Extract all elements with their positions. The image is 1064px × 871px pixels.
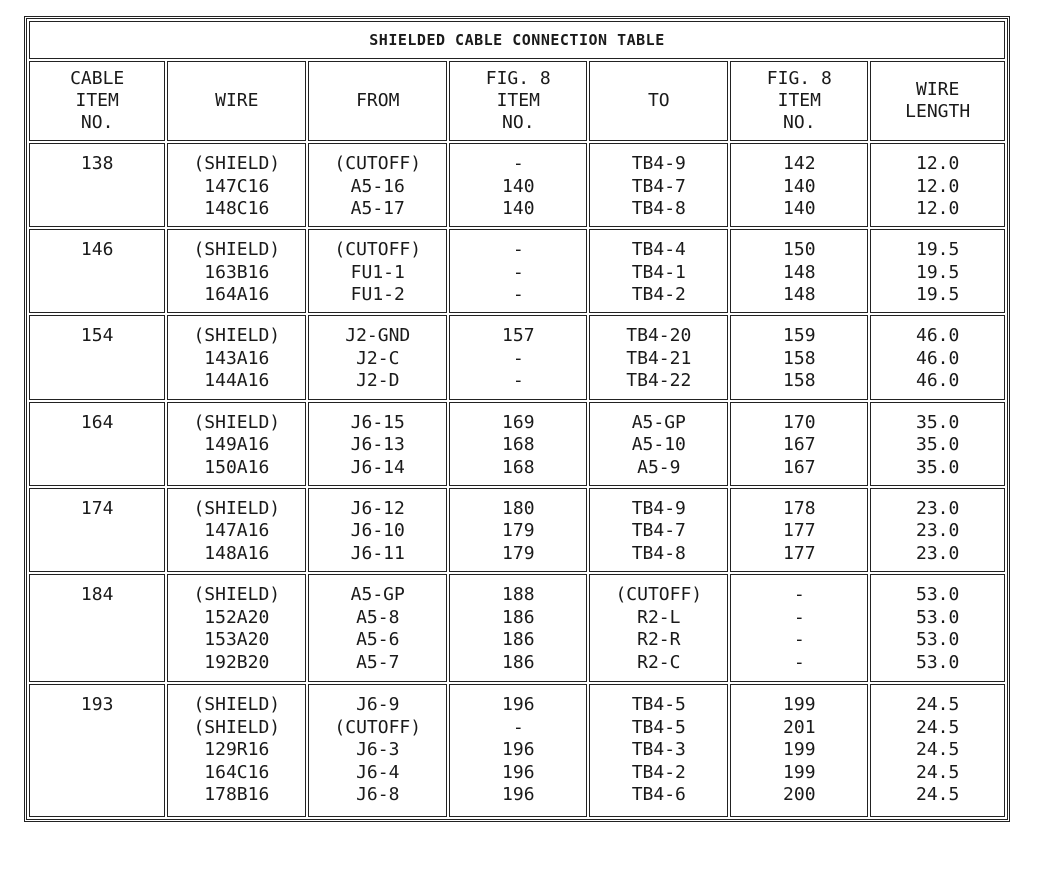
wire-length-value: 23.0 (915, 520, 960, 542)
cell-wire-length (870, 315, 1005, 399)
wire-value: 144A16 (204, 370, 270, 392)
cell-to (589, 574, 728, 682)
from-value: J6-14 (350, 456, 405, 478)
wire-value: (SHIELD) (193, 153, 281, 174)
table-row (29, 402, 1005, 486)
cell-from-fig-item-no (449, 402, 587, 486)
to-fig-item-no-value: 167 (783, 434, 816, 456)
wire-length-value: 53.0 (915, 651, 960, 673)
wire-value: (SHIELD) (193, 497, 281, 519)
header-from: FROM (308, 61, 447, 141)
cell-from (308, 684, 447, 817)
wire-value: 149A16 (204, 434, 270, 456)
from-fig-item-no-value: 140 (502, 175, 535, 197)
wire-value: 163B16 (204, 261, 270, 283)
cell-cable-item-no (29, 402, 165, 486)
from-value: (CUTOFF) (334, 239, 422, 261)
cell-to-fig-item-no (730, 574, 868, 682)
table-row (29, 684, 1005, 817)
cell-wire-length (870, 574, 1005, 682)
from-value: J6-11 (350, 542, 405, 564)
to-fig-item-no-value: 199 (783, 761, 816, 783)
cell-wire (167, 315, 306, 399)
to-fig-item-no-value: 158 (783, 347, 816, 369)
to-fig-item-no-value: 170 (783, 411, 816, 433)
from-fig-item-no-value: 186 (502, 651, 535, 673)
from-fig-item-no-value: - (512, 284, 524, 306)
wire-length-value: 24.5 (915, 739, 960, 761)
from-value: A5-17 (350, 198, 405, 219)
header-row (29, 61, 1005, 141)
cell-from-fig-item-no (449, 574, 587, 682)
cell-to (589, 143, 728, 227)
from-value: J6-15 (350, 411, 405, 433)
to-fig-item-no-value: - (793, 584, 805, 606)
wire-value: (SHIELD) (193, 584, 281, 606)
wire-value: 129R16 (204, 739, 270, 761)
cell-from-fig-item-no (449, 229, 587, 313)
cell-from (308, 143, 447, 227)
wire-value: 164C16 (204, 761, 270, 783)
wire-value: 150A16 (204, 456, 270, 478)
cell-to-fig-item-no (730, 684, 868, 817)
to-value: TB4-8 (631, 542, 686, 564)
cell-from-fig-item-no (449, 488, 587, 572)
table-row (29, 315, 1005, 399)
from-value: FU1-2 (350, 284, 405, 306)
from-fig-item-no-value: 186 (502, 629, 535, 651)
from-value: J6-8 (356, 784, 400, 806)
cell-from (308, 229, 447, 313)
wire-value: 147A16 (204, 520, 270, 542)
from-fig-item-no-value: - (512, 716, 524, 738)
from-value: FU1-1 (350, 261, 405, 283)
cell-to (589, 229, 728, 313)
wire-value: 192B20 (204, 651, 270, 673)
to-value: TB4-1 (631, 261, 686, 283)
from-fig-item-no-value: 180 (502, 497, 535, 519)
from-fig-item-no-value: 196 (502, 784, 535, 806)
from-fig-item-no-value: 168 (502, 434, 535, 456)
wire-value: (SHIELD) (193, 239, 281, 261)
to-value: TB4-20 (626, 325, 692, 347)
wire-length-value: 12.0 (915, 198, 960, 219)
wire-length-value: 53.0 (915, 584, 960, 606)
wire-value: 178B16 (204, 784, 270, 806)
to-fig-item-no-value: - (793, 651, 805, 673)
cell-wire-length (870, 684, 1005, 817)
from-fig-item-no-value: 196 (502, 694, 535, 716)
wire-length-value: 46.0 (915, 347, 960, 369)
from-value: J2-GND (345, 325, 411, 347)
cell-from-fig-item-no (449, 315, 587, 399)
from-fig-item-no-value: - (512, 347, 524, 369)
from-fig-item-no-value: 169 (502, 411, 535, 433)
cable-item-no-value: 146 (80, 239, 114, 261)
table-title: SHIELDED CABLE CONNECTION TABLE (29, 21, 1005, 59)
from-fig-item-no-value: 168 (502, 456, 535, 478)
cell-wire (167, 684, 306, 817)
to-fig-item-no-value: 177 (783, 520, 816, 542)
cell-to-fig-item-no (730, 402, 868, 486)
to-value: TB4-5 (631, 716, 686, 738)
from-fig-item-no-value: 196 (502, 739, 535, 761)
from-fig-item-no-value: 196 (502, 761, 535, 783)
from-fig-item-no-value: - (512, 261, 524, 283)
cell-cable-item-no (29, 229, 165, 313)
cell-wire (167, 488, 306, 572)
wire-length-value: 24.5 (915, 784, 960, 806)
wire-value: (SHIELD) (193, 716, 281, 738)
to-fig-item-no-value: 150 (783, 239, 816, 261)
from-value: A5-6 (356, 629, 400, 651)
wire-value: (SHIELD) (193, 694, 281, 716)
from-value: J2-C (356, 347, 400, 369)
table-row (29, 488, 1005, 572)
cell-to-fig-item-no (730, 143, 868, 227)
wire-length-value: 23.0 (915, 497, 960, 519)
to-fig-item-no-value: 200 (783, 784, 816, 806)
wire-length-value: 46.0 (915, 325, 960, 347)
to-fig-item-no-value: 140 (783, 198, 816, 219)
to-fig-item-no-value: 159 (783, 325, 816, 347)
wire-value: (SHIELD) (193, 411, 281, 433)
wire-length-value: 35.0 (915, 411, 960, 433)
cell-to (589, 402, 728, 486)
wire-value: 153A20 (204, 629, 270, 651)
from-value: J6-13 (350, 434, 405, 456)
wire-value: 148C16 (204, 198, 270, 219)
from-fig-item-no-value: - (512, 153, 524, 174)
from-value: A5-GP (350, 584, 405, 606)
to-fig-item-no-value: 199 (783, 739, 816, 761)
wire-length-value: 23.0 (915, 542, 960, 564)
to-fig-item-no-value: 142 (783, 153, 816, 174)
to-value: (CUTOFF) (615, 584, 703, 606)
wire-value: 152A20 (204, 606, 270, 628)
cell-wire (167, 143, 306, 227)
to-value: TB4-9 (631, 153, 686, 174)
cell-to-fig-item-no (730, 488, 868, 572)
from-fig-item-no-value: 179 (502, 542, 535, 564)
wire-length-value: 19.5 (915, 261, 960, 283)
to-fig-item-no-value: 201 (783, 716, 816, 738)
cable-item-no-value: 164 (80, 411, 114, 433)
cable-item-no-value: 184 (80, 584, 114, 606)
cell-wire-length (870, 402, 1005, 486)
to-value: TB4-4 (631, 239, 686, 261)
table-row (29, 574, 1005, 682)
wire-length-value: 12.0 (915, 175, 960, 197)
header-from-fig-item-no: FIG. 8 ITEM NO. (449, 61, 587, 141)
header-cable-item-no: CABLE ITEM NO. (29, 61, 165, 141)
from-value: J6-10 (350, 520, 405, 542)
cell-to-fig-item-no (730, 315, 868, 399)
wire-value: 164A16 (204, 284, 270, 306)
wire-value: 148A16 (204, 542, 270, 564)
cable-item-no-value: 193 (80, 694, 114, 716)
wire-length-value: 24.5 (915, 694, 960, 716)
from-value: J6-9 (356, 694, 400, 716)
cell-cable-item-no (29, 574, 165, 682)
to-value: A5-GP (631, 411, 686, 433)
cell-from (308, 574, 447, 682)
to-fig-item-no-value: 199 (783, 694, 816, 716)
cell-wire-length (870, 143, 1005, 227)
to-fig-item-no-value: 148 (783, 284, 816, 306)
wire-length-value: 53.0 (915, 629, 960, 651)
table-row (29, 229, 1005, 313)
cell-wire-length (870, 229, 1005, 313)
from-fig-item-no-value: 140 (502, 198, 535, 219)
from-value: (CUTOFF) (334, 716, 422, 738)
cell-wire (167, 229, 306, 313)
from-value: A5-8 (356, 606, 400, 628)
wire-length-value: 12.0 (915, 153, 960, 174)
cell-cable-item-no (29, 143, 165, 227)
from-value: A5-16 (350, 175, 405, 197)
wire-length-value: 24.5 (915, 761, 960, 783)
cell-from (308, 315, 447, 399)
wire-value: 143A16 (204, 347, 270, 369)
to-fig-item-no-value: 167 (783, 456, 816, 478)
to-fig-item-no-value: 140 (783, 175, 816, 197)
wire-length-value: 53.0 (915, 606, 960, 628)
to-fig-item-no-value: - (793, 606, 805, 628)
header-to-fig-item-no: FIG. 8 ITEM NO. (730, 61, 868, 141)
wire-length-value: 24.5 (915, 716, 960, 738)
to-value: TB4-6 (631, 784, 686, 806)
to-fig-item-no-value: 178 (783, 497, 816, 519)
header-to: TO (589, 61, 728, 141)
to-value: TB4-8 (631, 198, 686, 219)
to-value: TB4-9 (631, 497, 686, 519)
cell-to-fig-item-no (730, 229, 868, 313)
table-row (29, 143, 1005, 227)
to-value: TB4-7 (631, 520, 686, 542)
from-value: J6-3 (356, 739, 400, 761)
to-value: R2-C (637, 651, 681, 673)
cell-to (589, 488, 728, 572)
to-fig-item-no-value: 148 (783, 261, 816, 283)
from-value: (CUTOFF) (334, 153, 422, 174)
connection-table (27, 19, 1007, 819)
from-fig-item-no-value: 186 (502, 606, 535, 628)
from-value: J2-D (356, 370, 400, 392)
to-value: TB4-3 (631, 739, 686, 761)
to-value: A5-9 (637, 456, 681, 478)
to-value: TB4-21 (626, 347, 692, 369)
cell-to (589, 315, 728, 399)
from-value: J6-4 (356, 761, 400, 783)
wire-length-value: 46.0 (915, 370, 960, 392)
cell-wire (167, 402, 306, 486)
from-fig-item-no-value: - (512, 370, 524, 392)
wire-length-value: 35.0 (915, 434, 960, 456)
to-value: R2-R (637, 629, 681, 651)
to-fig-item-no-value: 158 (783, 370, 816, 392)
from-fig-item-no-value: 157 (502, 325, 535, 347)
wire-value: (SHIELD) (193, 325, 281, 347)
from-fig-item-no-value: - (512, 239, 524, 261)
header-wire: WIRE (167, 61, 306, 141)
cable-item-no-value: 154 (80, 325, 114, 347)
cell-wire-length (870, 488, 1005, 572)
wire-length-value: 19.5 (915, 284, 960, 306)
wire-length-value: 19.5 (915, 239, 960, 261)
from-fig-item-no-value: 188 (502, 584, 535, 606)
to-fig-item-no-value: 177 (783, 542, 816, 564)
cell-wire (167, 574, 306, 682)
cell-from (308, 402, 447, 486)
shielded-cable-connection-table (24, 16, 1010, 822)
cable-item-no-value: 138 (80, 153, 114, 174)
from-fig-item-no-value: 179 (502, 520, 535, 542)
to-fig-item-no-value: - (793, 629, 805, 651)
to-value: A5-10 (631, 434, 686, 456)
cell-from-fig-item-no (449, 684, 587, 817)
from-value: J6-12 (350, 497, 405, 519)
to-value: TB4-5 (631, 694, 686, 716)
to-value: TB4-7 (631, 175, 686, 197)
cell-cable-item-no (29, 684, 165, 817)
cell-from-fig-item-no (449, 143, 587, 227)
cell-cable-item-no (29, 488, 165, 572)
wire-length-value: 35.0 (915, 456, 960, 478)
to-value: TB4-22 (626, 370, 692, 392)
to-value: R2-L (637, 606, 681, 628)
cable-item-no-value: 174 (80, 497, 114, 519)
to-value: TB4-2 (631, 284, 686, 306)
cell-from (308, 488, 447, 572)
cell-to (589, 684, 728, 817)
to-value: TB4-2 (631, 761, 686, 783)
cell-cable-item-no (29, 315, 165, 399)
wire-value: 147C16 (204, 175, 270, 197)
from-value: A5-7 (356, 651, 400, 673)
header-wire-length: WIRE LENGTH (870, 61, 1005, 141)
